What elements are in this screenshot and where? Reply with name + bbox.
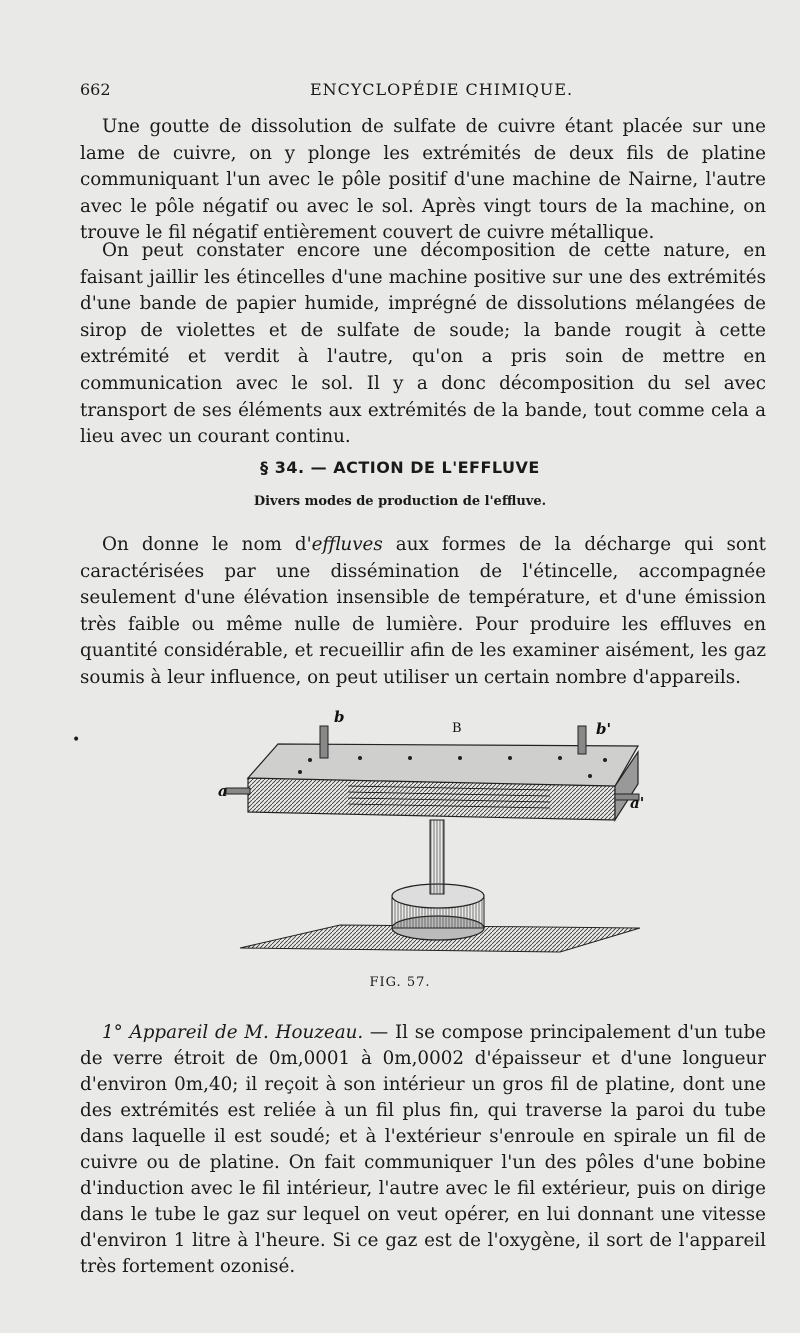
paragraph-3-start: On donne le nom d': [102, 534, 312, 555]
paragraph-3-rest: aux formes de la décharge qui sont caractérisées par une dissémination de l'étincelle, accompagnée seulement d'une élévation insensible de température, et d'une émission très faible ou même nulle de lumière. Pour produire les effluves en quantité considérable, et recueillir afin de les examiner aisément, les gaz soumis à leur influence, on peut utiliser un certain nombre d'appareils.: [80, 534, 766, 688]
label-B: B: [452, 721, 462, 736]
terminal-a: [226, 788, 250, 794]
label-b: b: [334, 708, 345, 726]
section-subtitle: Divers modes de production de l'effluve.: [253, 494, 547, 509]
paragraph-4-text: — Il se compose principalement d'un tube de verre étroit de 0m,0001 à 0m,0002 d'épaisseur et d'une longueur d'environ 0m,40; il reçoit à son intérieur un gros fil de platine, dont une des extrémités est reliée à un fil plus fin, qui traverse la paroi du tube dans laquelle il est soudé; et à l'extérieur s'enroule en spirale un fil de cuivre ou de platine. On fait communiquer l'un des pôles d'une bobine d'induction avec le fil intérieur, l'autre avec le fil extérieur, puis on dirige dans le tube le gaz sur lequel on veut opérer, en lui donnant une vitesse d'environ 1 litre à l'heure. Si ce gaz est de l'oxygène, il sort de l'appareil très fortement ozonisé.: [80, 1022, 766, 1277]
page-number: 662: [80, 80, 111, 99]
paragraph-4: [80, 1020, 766, 1280]
paragraph-3: [80, 532, 766, 692]
section-title: § 34. — ACTION DE L'EFFLUVE: [260, 458, 540, 477]
figure-caption: FIG. 57.: [369, 975, 431, 990]
terminal-b: [320, 726, 328, 758]
apparatus-illustration: [220, 700, 670, 970]
paragraph-3-emphasis: effluves: [311, 534, 383, 555]
label-a: a: [218, 782, 228, 800]
running-title: ENCYCLOPÉDIE CHIMIQUE.: [310, 80, 574, 99]
figure-57: [220, 700, 670, 970]
label-a-prime: a': [630, 794, 645, 812]
paragraph-2: On peut constater encore une décomposition de cette nature, en faisant jaillir les étincelles d'une machine positive sur une des extrémités d'une bande de papier humide, imprégné de dissolutions mélangées de sirop de violettes et de sulfate de soude; la bande rougit à cette extrémité et verdit à l'autre, qu'on a pris soin de mettre en communication avec le sol. Il y a donc décomposition du sel avec transport de ses éléments aux extrémités de la bande, tout comme cela a lieu avec un courant continu.: [80, 240, 766, 448]
terminal-b-prime: [578, 726, 586, 754]
paragraph-1: Une goutte de dissolution de sulfate de cuivre étant placée sur une lame de cuivre, on y plonge les extrémités de deux fils de platine communiquant l'un avec le pôle positif d'une machine de Nairne, l'autre avec le pôle négatif ou avec le sol. Après vingt tours de la machine, on trouve le fil négatif entièrement couvert de cuivre métallique.: [80, 116, 766, 244]
page-header: [0, 80, 800, 104]
margin-dot: •: [72, 732, 81, 748]
label-b-prime: b': [596, 720, 612, 738]
support-column: [430, 820, 444, 894]
paragraph-4-lead: 1° Appareil de M. Houzeau.: [102, 1022, 364, 1043]
